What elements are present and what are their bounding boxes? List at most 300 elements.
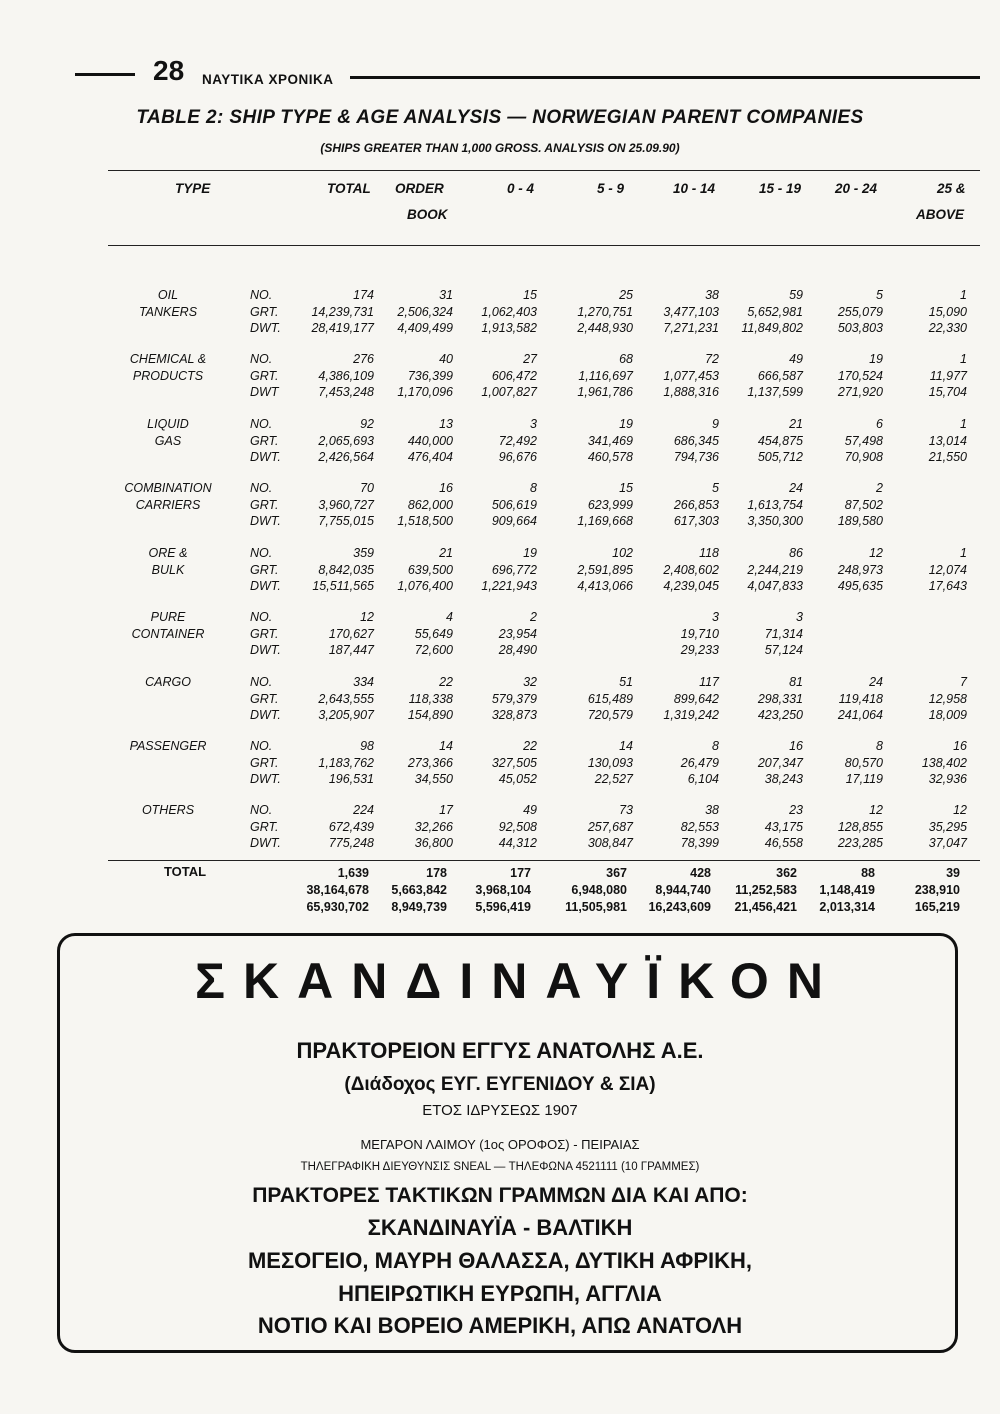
table-cell: 22,527 <box>594 772 633 787</box>
table-cell: 248,973 <box>837 562 883 577</box>
unit-label: NO. <box>250 675 273 689</box>
ad-line-4: ΗΠΕΙΡΩΤΙΚΗ ΕΥΡΩΠΗ, ΑΓΓΛΙΑ <box>338 1281 662 1306</box>
unit-label: DWT. <box>250 579 281 594</box>
table-cell: 2,643,555 <box>318 691 374 706</box>
table-cell: 241,064 <box>837 708 883 723</box>
total-cell: 11,252,583 <box>735 883 797 897</box>
table-cell: 720,579 <box>587 708 633 723</box>
table-cell: 82,553 <box>680 819 719 834</box>
table-cell: 32 <box>523 675 537 689</box>
table-cell: 73 <box>619 803 633 817</box>
table-cell: 128,855 <box>837 819 883 834</box>
total-cell: 1,148,419 <box>819 883 875 897</box>
table-cell: 38,243 <box>764 772 803 787</box>
ad-contact: ΤΗΛΕΓΡΑΦΙΚΗ ΔΙΕΥΘΥΝΣΙΣ SNEAL — ΤΗΛΕΦΩΝΑ 4521111 (10 ΓΡΑΜΜΕΣ) <box>300 1161 700 1173</box>
table-cell: 1 <box>960 352 967 366</box>
table-cell: 78,399 <box>680 836 719 851</box>
table-cell: 4,239,045 <box>663 579 719 594</box>
total-cell: 8,949,739 <box>391 900 447 914</box>
category-label: PASSENGER <box>129 739 207 753</box>
unit-label: GRT. <box>250 819 279 834</box>
table-cell: 223,285 <box>837 836 883 851</box>
ad-line-5: ΝΟΤΙΟ ΚΑΙ ΒΟΡΕΙΟ ΑΜΕΡΙΚΗ, ΑΠΩ ΑΝΑΤΟΛΗ <box>257 1313 743 1338</box>
unit-label: GRT. <box>250 368 279 383</box>
table-cell: 21 <box>439 546 453 560</box>
unit-label: DWT. <box>250 450 281 465</box>
table-cell: 3 <box>796 610 803 624</box>
table-cell: 1,961,786 <box>577 385 633 400</box>
header-order: ORDER <box>395 181 444 196</box>
table-cell: 18,009 <box>928 708 967 723</box>
page-header <box>75 56 980 86</box>
table-cell: 6,104 <box>687 772 719 787</box>
table-cell: 1,076,400 <box>397 579 453 594</box>
table-cell: 17,643 <box>928 579 967 594</box>
table-cell: 37,047 <box>928 836 967 851</box>
table-cell: 17,119 <box>845 772 883 787</box>
unit-label: GRT. <box>250 497 279 512</box>
table-cell: 271,920 <box>837 385 883 400</box>
table-cell: 14 <box>619 739 633 753</box>
table-cell: 118 <box>699 546 719 560</box>
total-cell: 178 <box>426 866 447 880</box>
table-cell: 328,873 <box>491 708 537 723</box>
table-cell: 19 <box>619 417 633 431</box>
table-cell: 3,477,103 <box>663 304 719 319</box>
total-cell: 238,910 <box>914 883 960 897</box>
total-cell: 6,948,080 <box>571 883 627 897</box>
category-label: PRODUCTS <box>132 368 204 383</box>
unit-label: NO. <box>250 481 273 495</box>
table-cell: 170,524 <box>837 368 883 383</box>
table-cell: 28,490 <box>498 643 537 658</box>
table-cell: 1 <box>960 546 967 560</box>
table-cell: 87,502 <box>844 497 883 512</box>
header-age-20-24: 20 - 24 <box>835 181 878 196</box>
table-cell: 7 <box>960 675 967 689</box>
table-cell: 1,062,403 <box>481 304 537 319</box>
table-cell: 4 <box>446 610 453 624</box>
table-cell: 8,842,035 <box>318 562 374 577</box>
category-label: BULK <box>151 562 185 577</box>
header-age-5-9: 5 - 9 <box>597 181 625 196</box>
table-cell: 24 <box>789 481 803 495</box>
table-cell: 2,448,930 <box>577 321 633 336</box>
table-cell: 1,613,754 <box>747 497 803 512</box>
total-cell: 165,219 <box>914 900 960 914</box>
table-cell: 341,469 <box>587 433 633 448</box>
unit-label: NO. <box>250 417 273 431</box>
total-cell: 5,663,842 <box>391 883 447 897</box>
table-cell: 9 <box>712 417 719 431</box>
total-cell: 362 <box>776 866 797 880</box>
header-rule-left <box>75 73 135 76</box>
table-cell: 862,000 <box>407 497 453 512</box>
unit-label: NO. <box>250 610 273 624</box>
category-label: GAS <box>154 433 182 448</box>
table-cell: 11,977 <box>929 368 967 383</box>
ad-line-2: ΣΚΑΝΔΙΝΑΥΪΑ - ΒΑΛΤΙΚΗ <box>367 1215 633 1240</box>
table-cell: 34,550 <box>414 772 453 787</box>
category-label: CHEMICAL & <box>129 352 207 366</box>
table-cell: 25 <box>619 288 633 302</box>
table-cell: 5 <box>712 481 719 495</box>
table-cell: 36,800 <box>414 836 453 851</box>
table-cell: 19 <box>523 546 537 560</box>
table-cell: 1,888,316 <box>663 385 719 400</box>
table-cell: 59 <box>789 288 803 302</box>
table-cell: 696,772 <box>491 562 537 577</box>
table-cell: 32,266 <box>414 819 453 834</box>
unit-label: DWT. <box>250 321 281 336</box>
header-age-10-14: 10 - 14 <box>673 181 716 196</box>
table-cell: 8 <box>530 481 537 495</box>
header-bottom-rule <box>108 245 980 246</box>
table-cell: 71,314 <box>764 626 803 641</box>
header-order-book: BOOK <box>407 207 448 222</box>
table-title: TABLE 2: SHIP TYPE & AGE ANALYSIS — NORWEGIAN PARENT COMPANIES <box>136 107 864 128</box>
ad-successor: (Διάδοχος ΕΥΓ. ΕΥΓΕΝΙΔΟΥ & ΣΙΑ) <box>344 1074 656 1095</box>
table-cell: 1 <box>960 417 967 431</box>
unit-label: NO. <box>250 546 273 560</box>
table-cell: 2,426,564 <box>318 450 374 465</box>
table-cell: 68 <box>619 352 633 366</box>
unit-label: DWT. <box>250 772 281 787</box>
total-cell: 1,639 <box>337 866 369 880</box>
table-cell: 13 <box>439 417 453 431</box>
table-cell: 72,492 <box>498 433 537 448</box>
table-cell: 22,330 <box>928 321 967 336</box>
table-cell: 15 <box>619 481 633 495</box>
table-cell: 81 <box>789 675 803 689</box>
table-cell: 1,137,599 <box>747 385 803 400</box>
ad-address: ΜΕΓΑΡΟΝ ΛΑΙΜΟΥ (1ος ΟΡΟΦΟΣ) - ΠΕΙΡΑΙΑΣ <box>360 1137 640 1152</box>
unit-label: GRT. <box>250 691 279 706</box>
table-cell: 21 <box>789 417 803 431</box>
table-cell: 623,999 <box>587 497 633 512</box>
total-cell: 2,013,314 <box>819 900 875 914</box>
table-cell: 70 <box>360 481 374 495</box>
table-cell: 266,853 <box>673 497 719 512</box>
total-cell: 65,930,702 <box>306 900 369 914</box>
table-cell: 57,124 <box>764 643 803 658</box>
table-cell: 170,627 <box>328 626 374 641</box>
table-cell: 207,347 <box>757 755 803 770</box>
table-cell: 38 <box>705 803 719 817</box>
unit-label: NO. <box>250 352 273 366</box>
total-cell: 16,243,609 <box>648 900 711 914</box>
table-cell: 22 <box>439 675 453 689</box>
table-cell: 15 <box>523 288 537 302</box>
table-cell: 49 <box>789 352 803 366</box>
table-cell: 57,498 <box>844 433 883 448</box>
table-cell: 189,580 <box>837 514 883 529</box>
table-cell: 40 <box>439 352 453 366</box>
table-cell: 1,319,242 <box>663 708 719 723</box>
table-cell: 27 <box>523 352 537 366</box>
unit-label: GRT. <box>250 626 279 641</box>
table-cell: 1,518,500 <box>397 514 453 529</box>
unit-label: GRT. <box>250 755 279 770</box>
table-cell: 606,472 <box>491 368 537 383</box>
unit-label: DWT. <box>250 708 281 723</box>
table-cell: 617,303 <box>673 514 719 529</box>
table-cell: 28,419,177 <box>311 321 374 336</box>
table-cell: 794,736 <box>673 450 719 465</box>
table-cell: 12 <box>869 546 883 560</box>
table-cell: 3,350,300 <box>747 514 803 529</box>
table-cell: 1,170,096 <box>397 385 453 400</box>
table-cell: 1,913,582 <box>481 321 537 336</box>
table-cell: 72,600 <box>414 643 453 658</box>
table-cell: 31 <box>439 288 453 302</box>
table-cell: 4,409,499 <box>397 321 453 336</box>
unit-label: DWT. <box>250 836 281 851</box>
table-cell: 1,270,751 <box>577 304 633 319</box>
table-cell: 672,439 <box>328 819 374 834</box>
table-cell: 98 <box>360 739 374 753</box>
total-cell: 3,968,104 <box>475 883 531 897</box>
total-cell: 21,456,421 <box>734 900 797 914</box>
table-cell: 12 <box>869 803 883 817</box>
table-cell: 909,664 <box>491 514 537 529</box>
total-rule <box>108 860 980 861</box>
table-cell: 11,849,802 <box>741 321 803 336</box>
table-cell: 96,676 <box>498 450 537 465</box>
table-cell: 615,489 <box>587 691 633 706</box>
table-cell: 1,221,943 <box>481 579 537 594</box>
table-cell: 2,408,602 <box>663 562 719 577</box>
category-label: OTHERS <box>141 803 195 817</box>
table-cell: 86 <box>789 546 803 560</box>
table-cell: 1,077,453 <box>663 368 719 383</box>
table-top-rule <box>108 170 980 171</box>
table-cell: 454,875 <box>757 433 803 448</box>
table-cell: 686,345 <box>673 433 719 448</box>
unit-label: NO. <box>250 803 273 817</box>
table-cell: 476,404 <box>407 450 453 465</box>
unit-label: GRT. <box>250 304 279 319</box>
table-cell: 423,250 <box>757 708 803 723</box>
table-cell: 19,710 <box>680 626 719 641</box>
table-cell: 13,014 <box>928 433 967 448</box>
table-cell: 45,052 <box>498 772 537 787</box>
table-cell: 55,649 <box>414 626 453 641</box>
table-cell: 3,960,727 <box>318 497 374 512</box>
table-cell: 8 <box>712 739 719 753</box>
table-cell: 14 <box>439 739 453 753</box>
table-cell: 80,570 <box>844 755 883 770</box>
table-cell: 505,712 <box>757 450 803 465</box>
table-cell: 12,074 <box>928 562 967 577</box>
table-cell: 460,578 <box>587 450 633 465</box>
table-cell: 187,447 <box>328 643 374 658</box>
table-cell: 639,500 <box>407 562 453 577</box>
table-cell: 257,687 <box>587 819 633 834</box>
table-cell: 7,453,248 <box>318 385 374 400</box>
table-cell: 276 <box>353 352 374 366</box>
table-cell: 72 <box>705 352 719 366</box>
table-cell: 495,635 <box>837 579 883 594</box>
table-cell: 23 <box>789 803 803 817</box>
total-cell: 39 <box>946 866 960 880</box>
header-age-above: ABOVE <box>916 207 965 222</box>
table-cell: 49 <box>523 803 537 817</box>
table-cell: 2,065,693 <box>318 433 374 448</box>
category-label: ORE & <box>148 546 188 560</box>
table-cell: 1,007,827 <box>481 385 537 400</box>
table-cell: 16 <box>789 739 803 753</box>
table-cell: 15,704 <box>928 385 967 400</box>
ad-line-1: ΠΡΑΚΤΟΡΕΣ ΤΑΚΤΙΚΩΝ ΓΡΑΜΜΩΝ ΔΙΑ ΚΑΙ ΑΠΟ: <box>252 1184 748 1207</box>
table-cell: 1,183,762 <box>318 755 374 770</box>
table-cell: 51 <box>619 675 633 689</box>
table-cell: 736,399 <box>407 368 453 383</box>
table-cell: 4,386,109 <box>318 368 374 383</box>
table-cell: 273,366 <box>407 755 453 770</box>
category-label: CARGO <box>145 675 191 689</box>
category-label: TANKERS <box>138 304 198 319</box>
header-age-15-19: 15 - 19 <box>759 181 802 196</box>
header-age-25-above: 25 & <box>937 181 966 196</box>
table-cell: 334 <box>353 675 374 689</box>
table-cell: 2,506,324 <box>397 304 453 319</box>
table-cell: 102 <box>612 546 633 560</box>
total-cell: 367 <box>606 866 627 880</box>
table-cell: 29,233 <box>680 643 719 658</box>
table-cell: 440,000 <box>407 433 453 448</box>
table-cell: 44,312 <box>498 836 537 851</box>
page-number: 28 <box>153 55 185 86</box>
table-cell: 26,479 <box>680 755 719 770</box>
table-cell: 1 <box>960 288 967 302</box>
table-cell: 138,402 <box>921 755 967 770</box>
table-cell: 24 <box>869 675 883 689</box>
table-cell: 15,511,565 <box>312 579 374 594</box>
table-cell: 5 <box>876 288 883 302</box>
table-cell: 7,755,015 <box>318 514 374 529</box>
table-cell: 298,331 <box>757 691 803 706</box>
table-cell: 21,550 <box>928 450 967 465</box>
table-cell: 579,379 <box>491 691 537 706</box>
table-cell: 154,890 <box>407 708 453 723</box>
unit-label: GRT. <box>250 433 279 448</box>
unit-label: NO. <box>250 739 273 753</box>
total-cell: 11,505,981 <box>565 900 627 914</box>
header-type: TYPE <box>175 181 211 196</box>
table-cell: 16 <box>439 481 453 495</box>
table-cell: 43,175 <box>764 819 803 834</box>
table-cell: 92 <box>360 417 374 431</box>
table-cell: 130,093 <box>587 755 633 770</box>
table-cell: 224 <box>353 803 374 817</box>
table-cell: 2,591,895 <box>577 562 633 577</box>
header-total: TOTAL <box>327 181 371 196</box>
table-cell: 12 <box>360 610 374 624</box>
table-cell: 2,244,219 <box>747 562 803 577</box>
category-label: CARRIERS <box>135 497 201 512</box>
table-cell: 4,047,833 <box>747 579 803 594</box>
table-cell: 503,803 <box>837 321 883 336</box>
table-cell: 666,587 <box>757 368 803 383</box>
table-cell: 7,271,231 <box>663 321 719 336</box>
table-cell: 32,936 <box>928 772 967 787</box>
ad-line-3: ΜΕΣΟΓΕΙΟ, ΜΑΥΡΗ ΘΑΛΑΣΣΑ, ΔΥΤΙΚΗ ΑΦΡΙΚΗ, <box>247 1248 753 1273</box>
table-cell: 46,558 <box>764 836 803 851</box>
unit-label: NO. <box>250 288 273 302</box>
total-label: TOTAL <box>163 864 207 879</box>
total-cell: 177 <box>510 866 531 880</box>
table-cell: 3 <box>712 610 719 624</box>
table-cell: 506,619 <box>491 497 537 512</box>
table-cell: 308,847 <box>587 836 633 851</box>
category-label: PURE <box>150 610 186 624</box>
table-cell: 899,642 <box>673 691 719 706</box>
ad-company: ΠΡΑΚΤΟΡΕΙΟΝ ΕΓΓΥΣ ΑΝΑΤΟΛΗΣ Α.Ε. <box>296 1038 704 1063</box>
header-age-0-4: 0 - 4 <box>507 181 535 196</box>
table-cell: 4,413,066 <box>577 579 633 594</box>
total-cell: 88 <box>861 866 875 880</box>
ad-founded: ΕΤΟΣ ΙΔΡΥΣΕΩΣ 1907 <box>422 1102 578 1119</box>
table-cell: 5,652,981 <box>747 304 803 319</box>
table-cell: 1,116,697 <box>578 368 633 383</box>
total-cell: 8,944,740 <box>655 883 711 897</box>
category-label: CONTAINER <box>131 626 205 641</box>
table-cell: 8 <box>876 739 883 753</box>
unit-label: DWT. <box>250 643 281 658</box>
table-cell: 14,239,731 <box>311 304 374 319</box>
table-cell: 174 <box>353 288 374 302</box>
table-cell: 3 <box>530 417 537 431</box>
table-cell: 6 <box>876 417 883 431</box>
table-subtitle: (SHIPS GREATER THAN 1,000 GROSS. ANALYSIS ON 25.09.90) <box>320 141 680 155</box>
table-cell: 38 <box>705 288 719 302</box>
table-cell: 12 <box>953 803 967 817</box>
total-cell: 428 <box>690 866 711 880</box>
magazine-name: ΝΑΥΤΙΚΑ ΧΡΟΝΙΚΑ <box>202 72 334 87</box>
category-label: COMBINATION <box>124 481 212 495</box>
table-cell: 92,508 <box>498 819 537 834</box>
unit-label: DWT. <box>250 514 281 529</box>
table-cell: 2 <box>530 610 537 624</box>
table-cell: 327,505 <box>491 755 537 770</box>
table-cell: 12,958 <box>928 691 967 706</box>
total-cell: 38,164,678 <box>306 883 369 897</box>
table-cell: 70,908 <box>844 450 883 465</box>
table-cell: 15,090 <box>928 304 967 319</box>
total-cell: 5,596,419 <box>475 900 531 914</box>
table-cell: 775,248 <box>328 836 374 851</box>
table-cell: 16 <box>953 739 967 753</box>
table-cell: 255,079 <box>837 304 883 319</box>
table-cell: 3,205,907 <box>318 708 374 723</box>
table-cell: 19 <box>869 352 883 366</box>
category-label: OIL <box>157 288 179 302</box>
table-cell: 119,418 <box>838 691 883 706</box>
table-cell: 17 <box>439 803 453 817</box>
table-cell: 1,169,668 <box>577 514 633 529</box>
table-cell: 118,338 <box>408 691 453 706</box>
ad-brand: ΣΚΑΝΔΙΝΑΥΪΚΟΝ <box>195 953 841 1009</box>
unit-label: DWT <box>250 385 279 400</box>
table-cell: 22 <box>523 739 537 753</box>
table-cell: 196,531 <box>328 772 374 787</box>
unit-label: GRT. <box>250 562 279 577</box>
table-cell: 117 <box>699 675 719 689</box>
table-cell: 359 <box>353 546 374 560</box>
table-cell: 35,295 <box>928 819 967 834</box>
table-cell: 23,954 <box>498 626 537 641</box>
